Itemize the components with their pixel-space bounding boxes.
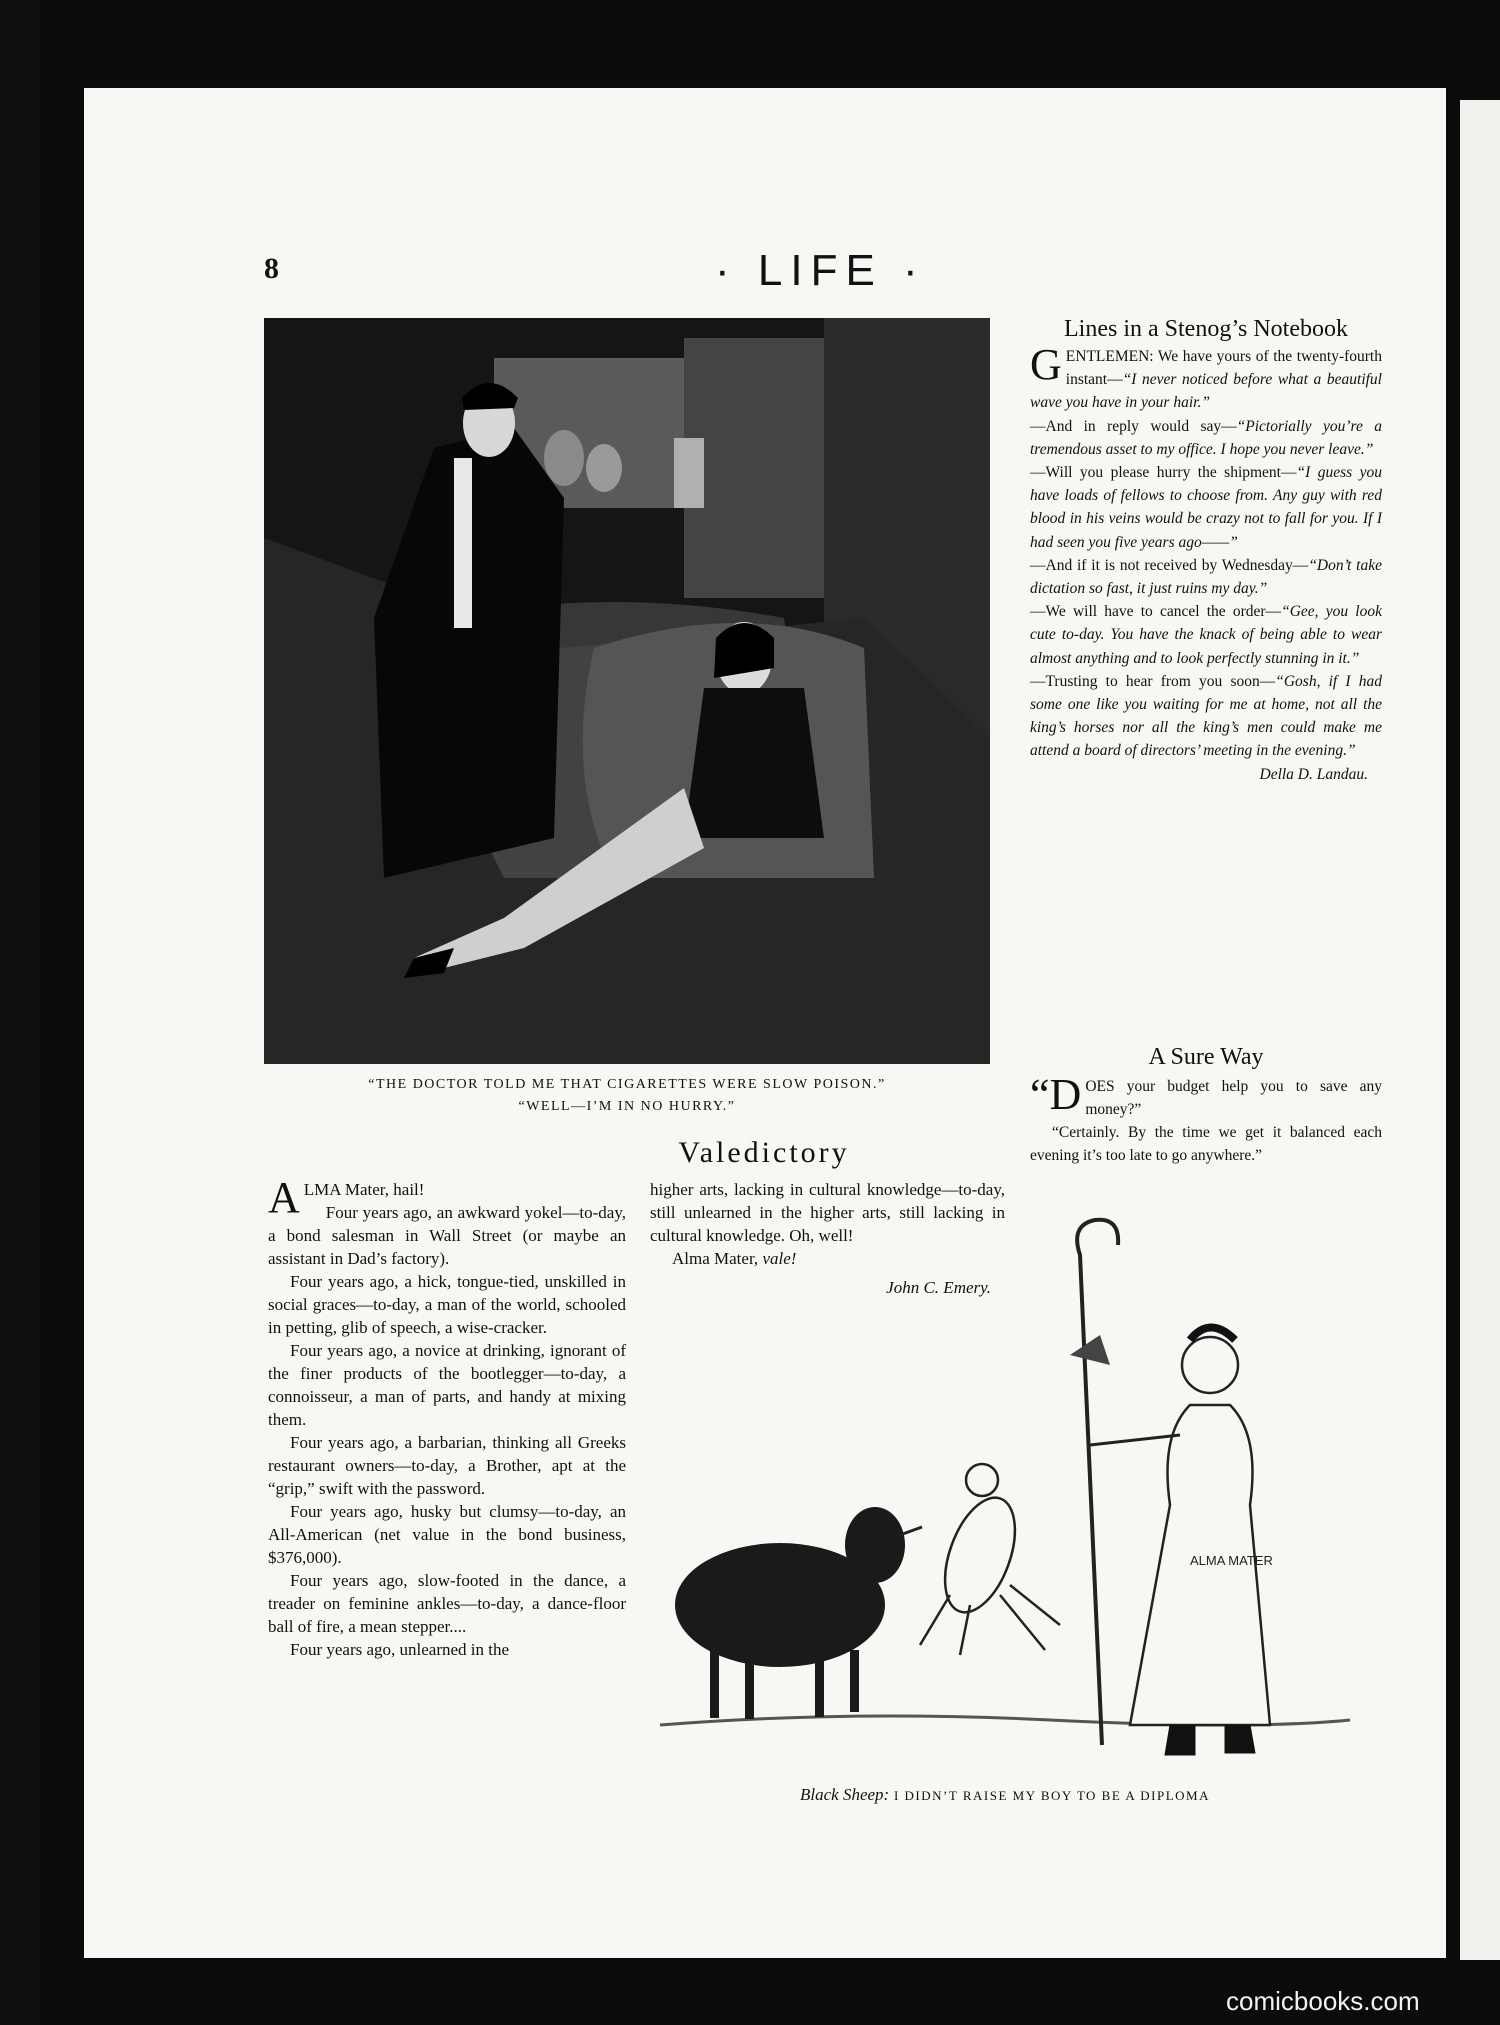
paragraph-italic: “Gee, you look cute to-day. You have the knack of being able to wear almost anything and to look perfectly stunning in it.” [1030,603,1382,667]
cartoon-caption [264,1074,990,1118]
dress-label: ALMA MATER [1190,1553,1273,1568]
paragraph-italic: “Pictorially you’re a tremendous asset to my office. I hope you never leave.” [1030,417,1382,458]
paragraph-italic: “I never noticed before what a beautiful wave you have in your hair.” [1030,371,1382,412]
black-sheep-cartoon [650,1205,1360,1780]
paragraph-text: Four years ago, unlearned in the [290,1640,510,1659]
paragraph-italic: vale! [762,1249,797,1268]
article-title: Lines in a Stenog’s Notebook [1064,316,1348,342]
paragraph-text: Alma Mater, [672,1249,763,1268]
article-body [1030,340,1383,786]
paragraph-text: —Will you please hurry the shipment— [1030,464,1297,482]
valedictory-column-1 [268,1173,626,1661]
paragraph-text: OES your budget help you to save any money?” [1085,1078,1382,1118]
drop-cap: G [1030,340,1062,389]
cigarette-cartoon [264,318,990,1064]
caption-text: I DIDN’T RAISE MY BOY TO BE A DIPLOMA [889,1788,1210,1803]
paragraph-text: —We will have to cancel the order— [1030,603,1282,621]
masthead: · LIFE · [715,246,926,295]
cartoon-drawing [264,318,990,1064]
author-signature: Della D. Landau. [1259,765,1368,783]
drop-cap: “D [1030,1070,1082,1119]
paragraph-text: LMA Mater, hail! [303,1180,425,1199]
paragraph-text: —And in reply would say— [1030,417,1237,435]
paragraph-text: Four years ago, a barbarian, thinking all Greeks restaurant owners—to-day, a Brother, apt at the “grip,” swift with the password. [268,1433,626,1498]
caption-line-2: “WELL—I’M IN NO HURRY.” [518,1099,736,1114]
paragraph-italic: “Don’t take dictation so fast, it just ruins my day.” [1030,556,1382,598]
author-signature: John C. Emery. [886,1278,991,1297]
paragraph-text: ENTLEMEN: We have yours of the twenty-fourth instant— [1065,348,1382,389]
valedictory-title: Valedictory [678,1136,850,1169]
stenog-article [1030,316,1382,786]
drop-cap: A [268,1173,300,1222]
cartoon-drawing [650,1205,1360,1780]
paragraph-text: Four years ago, an awkward yokel—to-day, a bond salesman in Wall Street (or maybe an assistant in Dad’s factory). [268,1203,626,1268]
watermark: comicbooks.com [1226,1986,1420,2016]
next-page-edge [1460,100,1500,1960]
caption-speaker: Black Sheep: [800,1785,890,1804]
scan-border [0,0,40,2025]
paragraph-text: higher arts, lacking in cultural knowledge—to-day, still unlearned in the higher arts, still lacking in cultural knowledge. Oh, well! [650,1180,1005,1245]
paragraph-text: Four years ago, husky but clumsy—to-day, an All-American (net value in the bond business, $376,000). [268,1502,626,1567]
caption-line-1: “THE DOCTOR TOLD ME THAT CIGARETTES WERE SLOW POISON.” [368,1077,886,1092]
paragraph-text: Four years ago, a novice at drinking, ignorant of the finer products of the bootlegger—to-day, a connoisseur, a man of parts, and handy at mixing them. [268,1341,626,1429]
article-title: A Sure Way [1148,1044,1264,1070]
page-number: 8 [264,252,279,285]
paragraph-text: —And if it is not received by Wednesday— [1030,556,1309,574]
paragraph-italic: “Gosh, if I had some one like you waiting for me at home, not all the king’s horses nor all the king’s men could make me attend a board of directors’ meeting in the evening.” [1030,672,1382,760]
paragraph-text: Four years ago, a hick, tongue-tied, unskilled in social graces—to-day, a man of the world, schooled in petting, glib of speech, a wise-cracker. [268,1272,626,1337]
bottom-cartoon-caption [650,1785,1360,1805]
paragraph-text: “Certainly. By the time we get it balanced each evening it’s too late to go anywhere.” [1030,1124,1382,1164]
paragraph-italic: “I guess you have loads of fellows to choose from. Any guy with red blood in his veins would be crazy not to fall for you. If I had seen you five years ago——” [1030,464,1383,551]
paragraph-text: —Trusting to hear from you soon— [1030,672,1276,690]
paragraph-text: Four years ago, slow-footed in the dance, a treader on feminine ankles—to-day, a dance-floor ball of fire, a mean stepper.... [268,1571,626,1636]
